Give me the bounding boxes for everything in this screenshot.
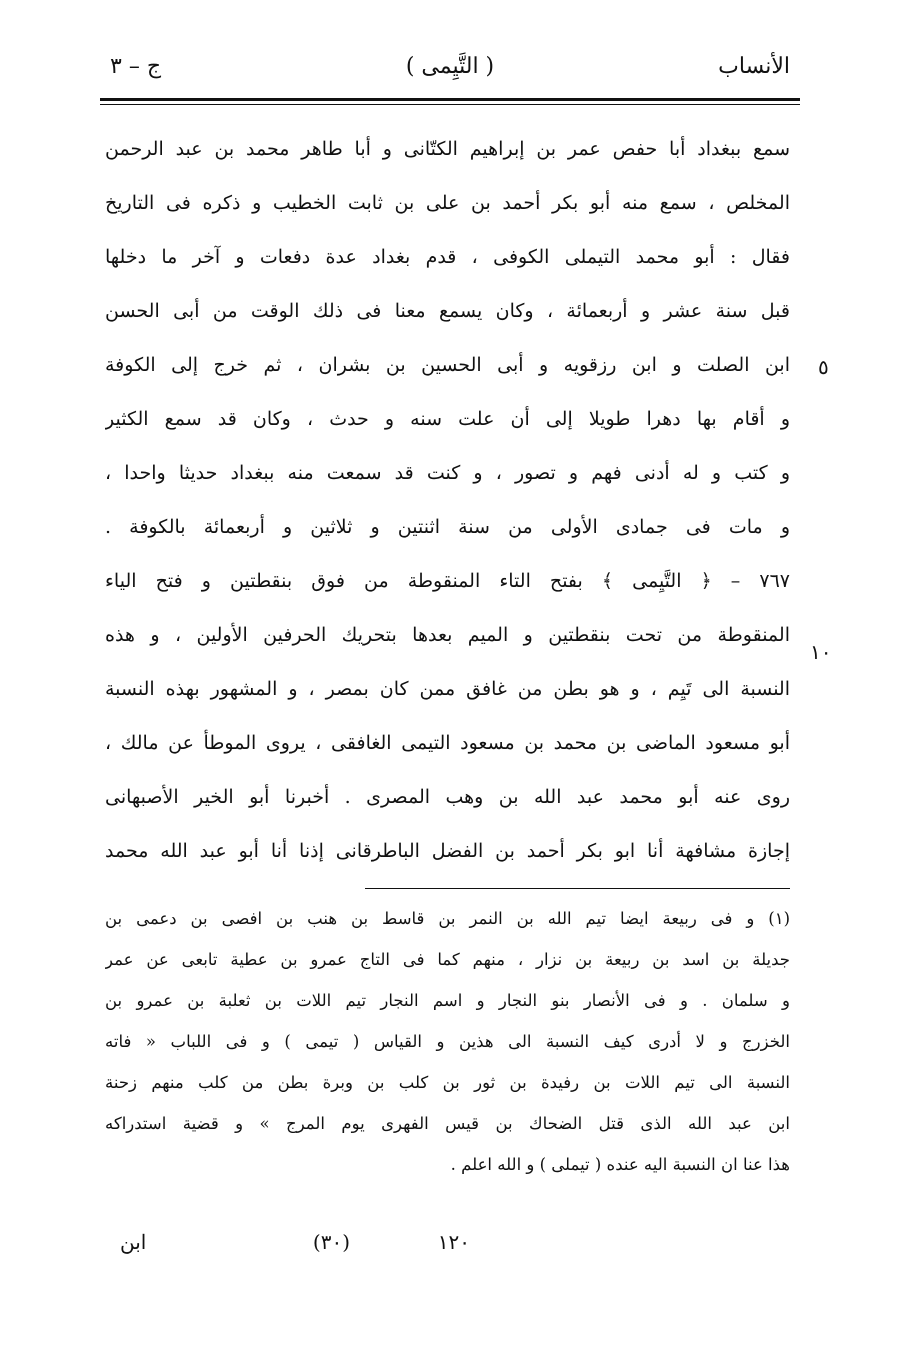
footnotes: [105, 898, 790, 1185]
main-text: [105, 122, 790, 878]
margin-line-number-5: ٥: [818, 355, 829, 379]
entry-heading-line: ٧٦٧ – ﴿ التَّيِمى ﴾ بفتح التاء المنقوطة من فوق بنقطتين و فتح الياء: [105, 570, 790, 592]
page-footer: [110, 1230, 790, 1266]
footnote-line: (١) و فى ربيعة ايضا تيم الله بن النمر بن قاسط بن هنب بن افصى بن دعمى بن: [105, 909, 790, 928]
header-rule-thin: [100, 104, 800, 105]
text-line: المخلص ، سمع منه أبو بكر أحمد بن على بن ثابت الخطيب و ذكره فى التاريخ: [105, 192, 790, 214]
footnote-separator: [365, 888, 790, 889]
footnote-line: جديلة بن اسد بن ربيعة بن نزار ، منهم كما فى التاج عمرو بن عطية تابعى عن عمر: [105, 950, 790, 969]
entry-title: ( التَّيِمى ): [405, 54, 495, 79]
text-line: إجازة مشافهة أنا ابو بكر أحمد بن الفضل الباطرقانى إذنا أنا أبو عبد الله محمد: [105, 840, 790, 862]
text-line: و مات فى جمادى الأولى من سنة اثنتين و ثلاثين و أربعمائة بالكوفة .: [105, 516, 790, 538]
text-line: أبو مسعود الماضى بن محمد بن مسعود التيمى الغافقى ، يروى الموطأ عن مالك ،: [105, 732, 790, 754]
page-header: [110, 50, 790, 94]
text-line: المنقوطة من تحت بنقطتين و الميم بعدها بتحريك الحرفين الأولين ، و هذه: [105, 624, 790, 646]
footnote-line: ابن عبد الله الذى قتل الضحاك بن قيس الفهرى يوم المرج » و قضية استدراكه: [105, 1114, 790, 1133]
footnote-line: و سلمان . و فى الأنصار بنو النجار و اسم النجار تيم اللات بن ثعلبة بن عمرو بن: [105, 991, 790, 1010]
volume-label: ج – ٣: [110, 54, 162, 79]
text-line: فقال : أبو محمد التيملى الكوفى ، قدم بغداد عدة دفعات و آخر ما دخلها: [105, 246, 790, 268]
page-number: ١٢٠: [437, 1230, 470, 1254]
margin-line-number-10: ١٠: [810, 640, 832, 664]
text-line: قبل سنة عشر و أربعمائة ، وكان يسمع معنا فى ذلك الوقت من أبى الحسن: [105, 300, 790, 322]
catchword: ابن: [120, 1230, 147, 1254]
footnote-line: النسبة الى تيم اللات بن رفيدة بن ثور بن كلب بن وبرة بطن من كلب منهم زحنة: [105, 1073, 790, 1092]
book-title: الأنساب: [718, 54, 790, 79]
footnote-line: هذا عنا ان النسبة اليه عنده ( تيملى ) و الله اعلم .: [450, 1155, 790, 1174]
text-line: سمع ببغداد أبا حفص عمر بن إبراهيم الكتّانى و أبا طاهر محمد بن عبد الرحمن: [105, 138, 790, 160]
header-rule-thick: [100, 98, 800, 101]
volume-marker: (٣٠): [312, 1230, 350, 1254]
text-line: و أقام بها دهرا طويلا إلى أن علت سنه و حدث ، وكان قد سمع الكثير: [105, 408, 790, 430]
text-line: ابن الصلت و ابن رزقويه و أبى الحسين بن بشران ، ثم خرج إلى الكوفة: [105, 354, 790, 376]
text-line: و كتب و له أدنى فهم و تصور ، و كنت قد سمعت منه ببغداد حديثا واحدا ،: [105, 462, 790, 484]
footnote-line: الخزرج و لا أدرى كيف النسبة الى هذين و القياس ( تيمى ) و فى اللباب « فاته: [105, 1032, 790, 1051]
text-line: النسبة الى تَيِم ، و هو بطن من غافق ممن كان بمصر ، و المشهور بهذه النسبة: [105, 678, 790, 700]
text-line: روى عنه أبو محمد عبد الله بن وهب المصرى . أخبرنا أبو الخير الأصبهانى: [105, 786, 790, 808]
